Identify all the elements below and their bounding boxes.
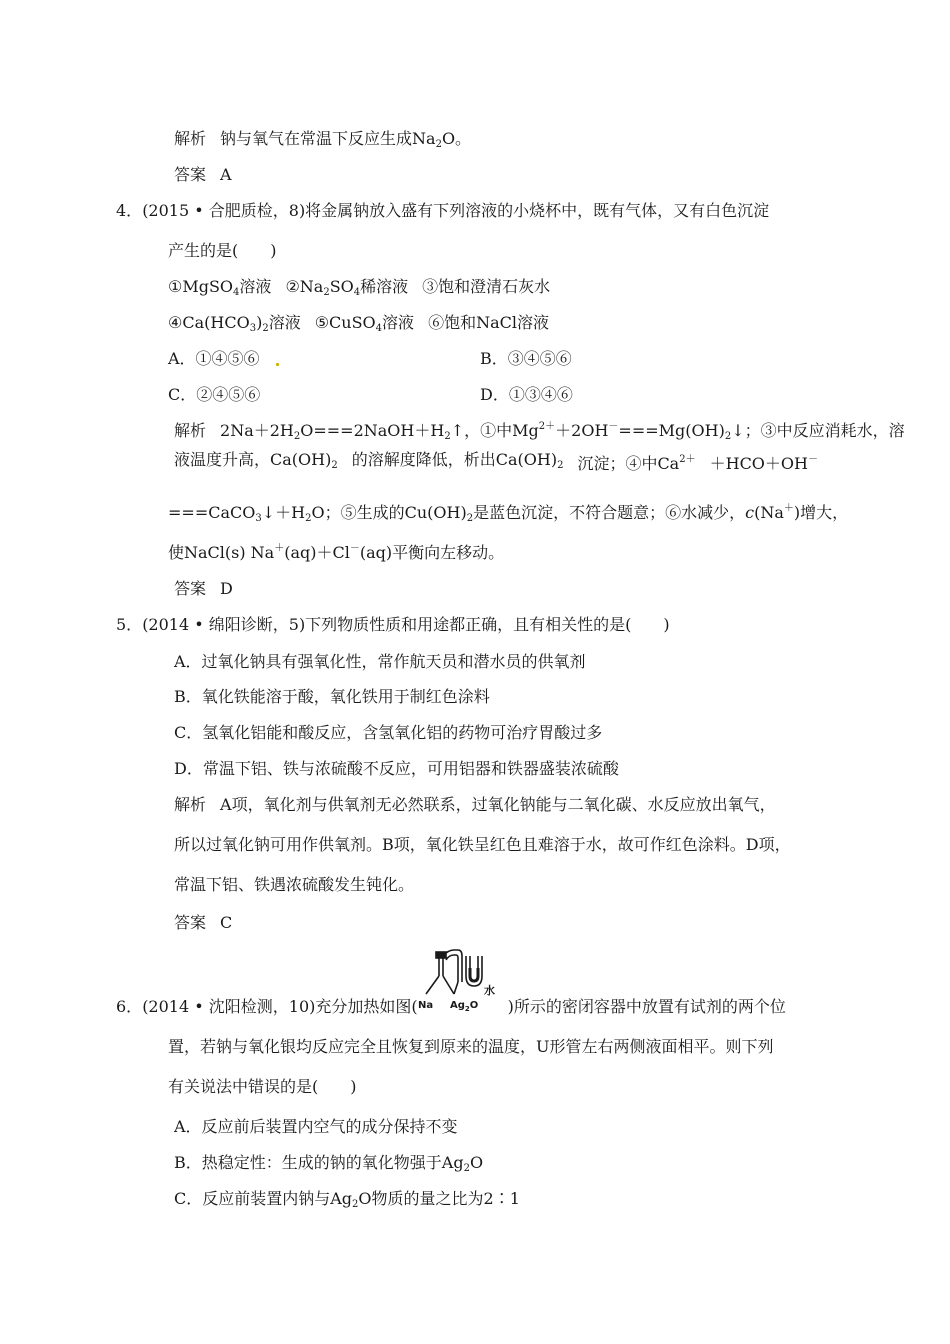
q4-stem-line2: 产生的是( )	[168, 241, 277, 260]
q3-analysis-label: 解析	[174, 129, 207, 148]
q3-answer	[174, 164, 232, 186]
q6-option-a: A．反应前后装置内空气的成分保持不变	[174, 1117, 458, 1136]
q5-analysis-line2: 所以过氧化钠可用作供氧剂。B项，氧化铁呈红色且难溶于水，故可作红色涂料。D项，	[174, 835, 791, 854]
q4-items-line2: $④Ca(HCO_3)_2$溶液 ⑤CuSO$_4$溶液 ⑥饱和NaCl溶液	[168, 313, 549, 334]
q5-answer-value: C	[220, 913, 233, 932]
q5-number: 5．	[116, 615, 143, 634]
figure-label-ag2o: $Ag_2O$	[450, 1000, 479, 1013]
q6-stem-line2: 置，若钠与氧化银均反应完全且恢复到原来的温度，U形管左右两侧液面相平。则下列	[168, 1037, 774, 1056]
q3-answer-value: A	[220, 165, 232, 184]
q4-items-line1: ①MgSO$_4$溶液 $②Na_2SO_4$稀溶液 ③饱和澄清石灰水	[168, 277, 551, 298]
q4-analysis-line2: 液温度升高，$Ca(OH)_2$ 的溶解度降低，析出$Ca(OH)_2$ 沉淀；④中$Ca^{2+}$ ＋HCO＋OH－	[174, 450, 818, 473]
q5-option-c: C．氢氧化铝能和酸反应，含氢氧化铝的药物可治疗胃酸过多	[174, 723, 603, 742]
q5-answer	[174, 912, 232, 934]
q5-analysis-label: 解析	[174, 795, 207, 814]
q4-answer-label: 答案	[174, 579, 207, 598]
q3-answer-label: 答案	[174, 165, 207, 184]
q5-analysis-line1: 解析 A项，氧化剂与供氧剂无必然联系，过氧化钠能与二氧化碳、水反应放出氧气，	[174, 795, 776, 814]
q4-analysis-line3: $===CaCO_3↓+H_2O$；⑤生成的$Cu(OH)_2$是蓝色沉淀，不符合题意；⑥水减少，c(Na＋)增大，	[168, 503, 849, 524]
q4-analysis-line1: 解析 $2Na+2H_2O===2NaOH+H_2↑$，①中$Mg^{2+}+2OH^-===Mg(OH)_2↓$；③中反应消耗水，溶	[174, 421, 905, 442]
q4-analysis-line4: 使NaCl(s) Na＋(aq)＋Cl－(aq)平衡向左移动。	[168, 543, 505, 562]
q4-option-b: B．③④⑤⑥	[480, 349, 572, 368]
q5-analysis-line3: 常温下铝、铁遇浓硫酸发生钝化。	[174, 875, 415, 894]
q4-answer	[174, 578, 233, 600]
q5-option-b: B．氧化铁能溶于酸，氧化铁用于制红色涂料	[174, 687, 490, 706]
q4-option-d: D．①③④⑥	[480, 385, 573, 404]
q5-answer-label: 答案	[174, 913, 207, 932]
q4-option-c: C．②④⑤⑥	[168, 385, 261, 404]
q4-analysis-label: 解析	[174, 421, 207, 440]
q5-option-d: D．常温下铝、铁与浓硫酸不反应，可用铝器和铁器盛装浓硫酸	[174, 759, 619, 778]
q5-stem: 5．(2014 • 绵阳诊断，5)下列物质性质和用途都正确，且有相关性的是( )	[116, 615, 670, 634]
q4-stem-line1: 4．(2015 • 合肥质检，8)将金属钠放入盛有下列溶液的小烧杯中，既有气体，又有白色沉淀	[116, 201, 770, 220]
q3-analysis-text: 钠与氧气在常温下反应生成$Na_2O$。	[220, 129, 472, 150]
q6-option-c: C．反应前装置内钠与$Ag_2O$物质的量之比为2∶1	[174, 1189, 520, 1210]
q6-stem-line1: 6．(2014 • 沈阳检测，10)充分加热如图( )所示的密闭容器中放置有试剂的两个位	[116, 997, 786, 1016]
q5-option-a: A．过氧化钠具有强氧化性，常作航天员和潜水员的供氧剂	[174, 652, 586, 671]
q6-option-b: B．热稳定性：生成的钠的氧化物强于$Ag_2O$	[174, 1153, 484, 1174]
q4-option-a: A．①④⑤⑥	[168, 349, 260, 368]
q4-answer-value: D	[220, 579, 233, 598]
q4-number: 4．	[116, 201, 143, 220]
figure-label-na: Na	[418, 1000, 434, 1011]
figure-label-water: 水	[484, 984, 495, 997]
q6-number: 6．	[116, 997, 143, 1016]
q3-analysis	[174, 128, 471, 150]
u-tube-apparatus-figure	[414, 946, 524, 1016]
q6-stem-line3: 有关说法中错误的是( )	[168, 1077, 357, 1096]
